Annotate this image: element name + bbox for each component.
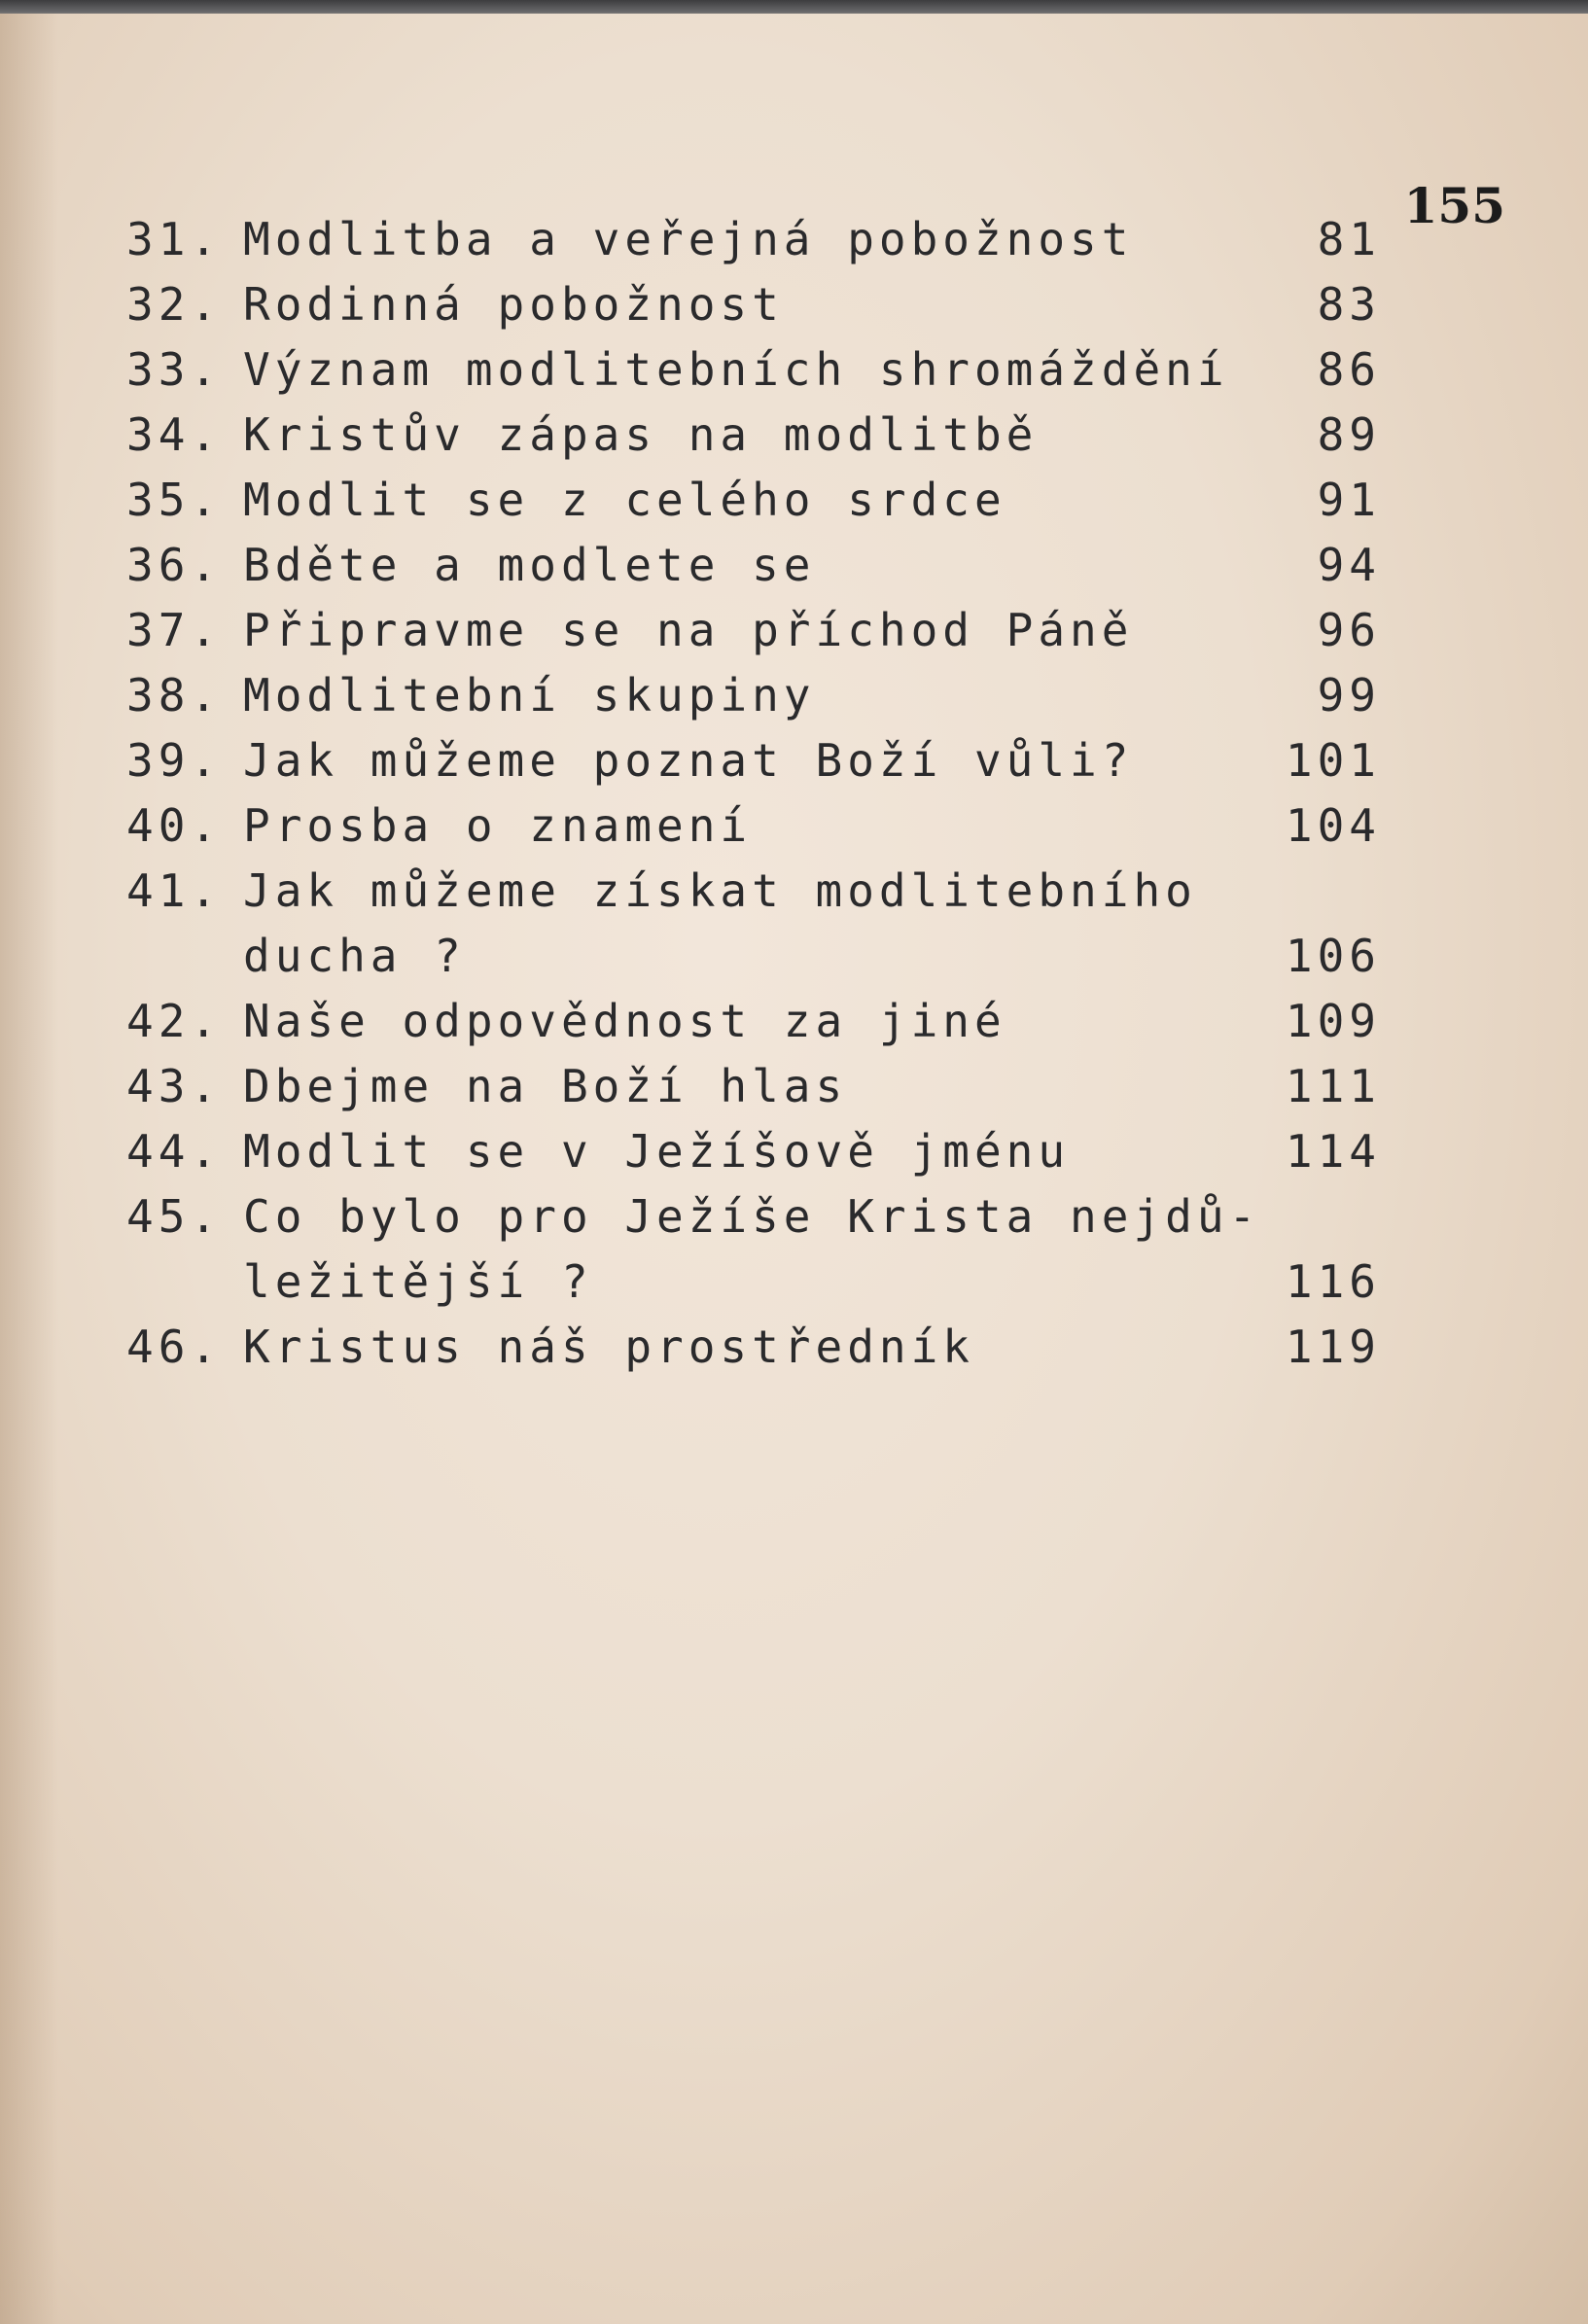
entry-page: 111 (1285, 1060, 1381, 1112)
entry-title-continuation: ducha ? (243, 930, 466, 982)
entry-title: Rodinná pobožnost (243, 278, 784, 331)
entry-number: 44. (126, 1125, 223, 1178)
entry-number: 45. (126, 1190, 223, 1243)
entry-number: 35. (126, 474, 223, 526)
entry-title: Modlitební skupiny (243, 669, 816, 722)
entry-title: Význam modlitebních shromáždění (243, 343, 1229, 396)
entry-page: 91 (1317, 474, 1381, 526)
entry-page: 116 (1285, 1255, 1381, 1308)
entry-number: 46. (126, 1320, 223, 1373)
entry-number: 33. (126, 343, 223, 396)
entry-page: 89 (1317, 408, 1381, 461)
entry-number: 36. (126, 539, 223, 591)
entry-page: 114 (1285, 1125, 1381, 1178)
page-number: 155 (1403, 177, 1505, 234)
entry-page: 86 (1317, 343, 1381, 396)
entry-number: 31. (126, 213, 223, 265)
entry-title: Modlit se z celého srdce (243, 474, 1006, 526)
entry-title: Jak můžeme získat modlitebního (243, 864, 1197, 917)
entry-title: Bděte a modlete se (243, 539, 816, 591)
entry-number: 34. (126, 408, 223, 461)
entry-number: 41. (126, 864, 223, 917)
entry-page: 94 (1317, 539, 1381, 591)
entry-number: 32. (126, 278, 223, 331)
entry-title: Jak můžeme poznat Boží vůli? (243, 734, 1134, 787)
entry-title: Připravme se na příchod Páně (243, 604, 1134, 656)
entry-title: Kristus náš prostředník (243, 1320, 974, 1373)
entry-number: 37. (126, 604, 223, 656)
entry-title: Modlitba a veřejná pobožnost (243, 213, 1134, 265)
entry-page: 99 (1317, 669, 1381, 722)
entry-title: Prosba o znamení (243, 799, 753, 852)
entry-title: Naše odpovědnost za jiné (243, 995, 1006, 1047)
entry-number: 42. (126, 995, 223, 1047)
entry-title: Modlit se v Ježíšově jménu (243, 1125, 1071, 1178)
entry-title: Kristův zápas na modlitbě (243, 408, 1039, 461)
entry-page: 106 (1285, 930, 1381, 982)
entry-page: 81 (1317, 213, 1381, 265)
entry-number: 43. (126, 1060, 223, 1112)
entry-number: 40. (126, 799, 223, 852)
entry-page: 119 (1285, 1320, 1381, 1373)
entry-page: 101 (1285, 734, 1381, 787)
entry-title: Co bylo pro Ježíše Krista nejdů- (243, 1190, 1261, 1243)
page-gutter-shadow (0, 14, 58, 2324)
entry-page: 104 (1285, 799, 1381, 852)
book-page (0, 14, 1588, 2324)
entry-page: 109 (1285, 995, 1381, 1047)
entry-title: Dbejme na Boží hlas (243, 1060, 848, 1112)
entry-number: 39. (126, 734, 223, 787)
entry-title-continuation: ležitější ? (243, 1255, 593, 1308)
entry-page: 96 (1317, 604, 1381, 656)
entry-number: 38. (126, 669, 223, 722)
entry-page: 83 (1317, 278, 1381, 331)
